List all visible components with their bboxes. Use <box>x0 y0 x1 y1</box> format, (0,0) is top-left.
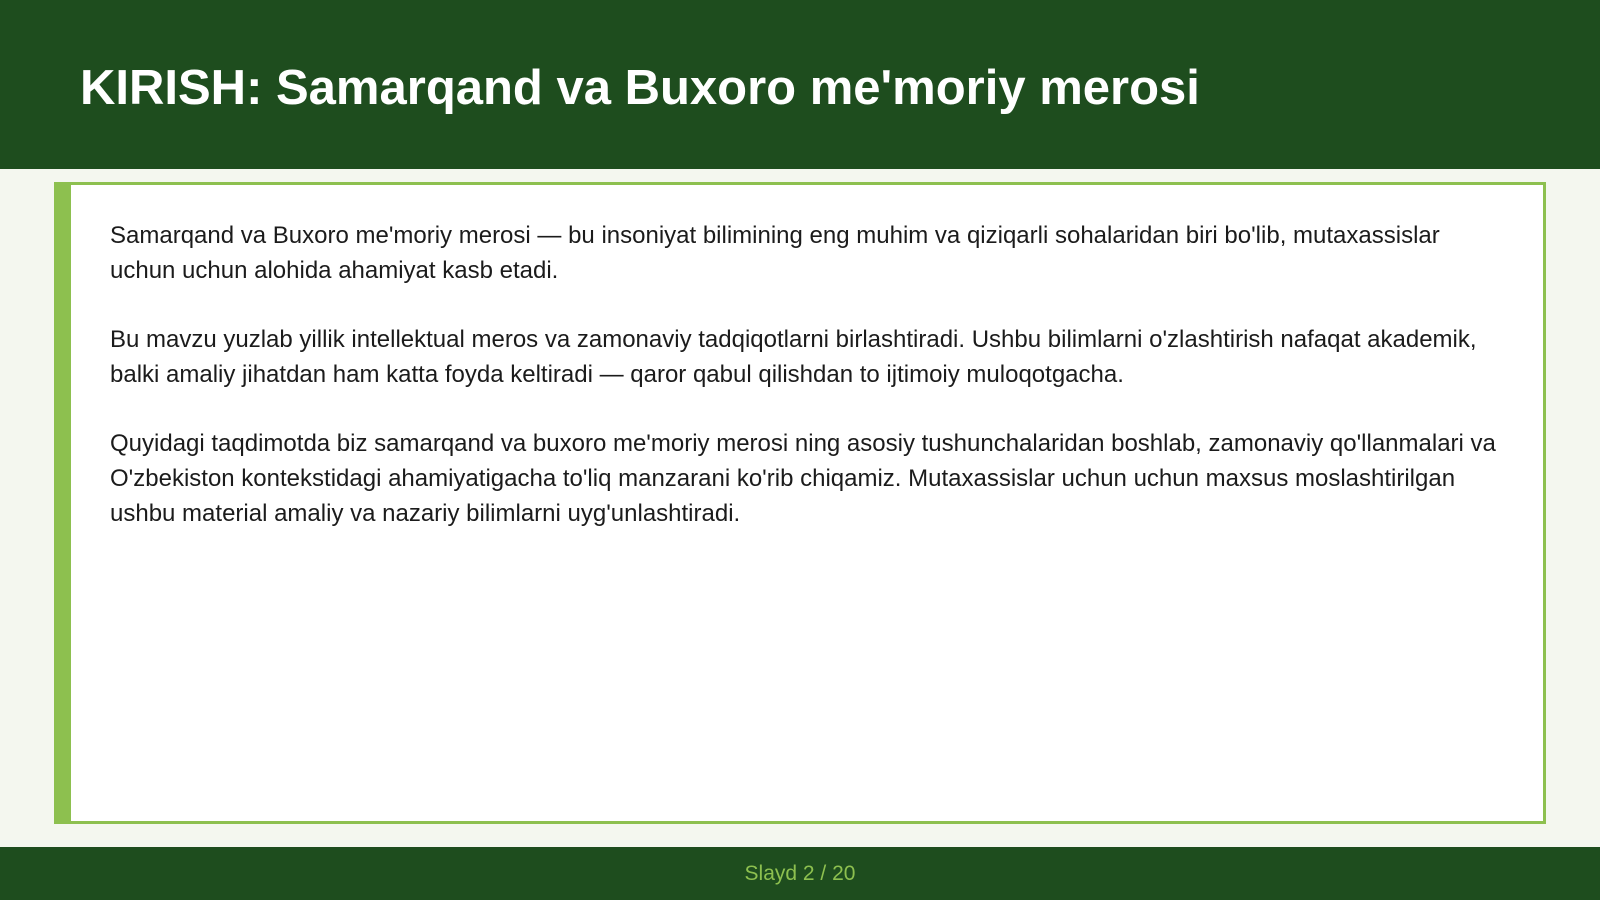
content-card <box>54 182 1546 824</box>
slide-body <box>110 218 1510 565</box>
slide-header <box>0 0 1600 169</box>
body-paragraph-1: Samarqand va Buxoro me'moriy merosi — bu insoniyat bilimining eng muhim va qiziqarli sohalaridan biri bo'lib, mutaxassislar uchun uchun alohida ahamiyat kasb etadi. <box>110 222 1440 284</box>
body-paragraph-3: Quyidagi taqdimotda biz samarqand va buxoro me'moriy merosi ning asosiy tushunchalaridan boshlab, zamonaviy qo'llanmalari va O'zbekiston kontekstidagi ahamiyatigacha to'liq manzarani ko'rib chiqamiz. Mutaxassislar uchun uchun maxsus moslashtirilgan ushbu material amaliy va nazariy bilimlarni uyg'unlashtiradi. <box>110 430 1496 527</box>
body-paragraph-2: Bu mavzu yuzlab yillik intellektual meros va zamonaviy tadqiqotlarni birlashtiradi. Ushbu bilimlarni o'zlashtirish nafaqat akademik, balki amaliy jihatdan ham katta foyda keltiradi — qaror qabul qilishdan to ijtimoiy muloqotgacha. <box>110 326 1477 388</box>
slide-title: KIRISH: Samarqand va Buxoro me'moriy merosi <box>80 61 1200 115</box>
slide-footer <box>0 847 1600 900</box>
slide-counter: Slayd 2 / 20 <box>744 862 856 885</box>
